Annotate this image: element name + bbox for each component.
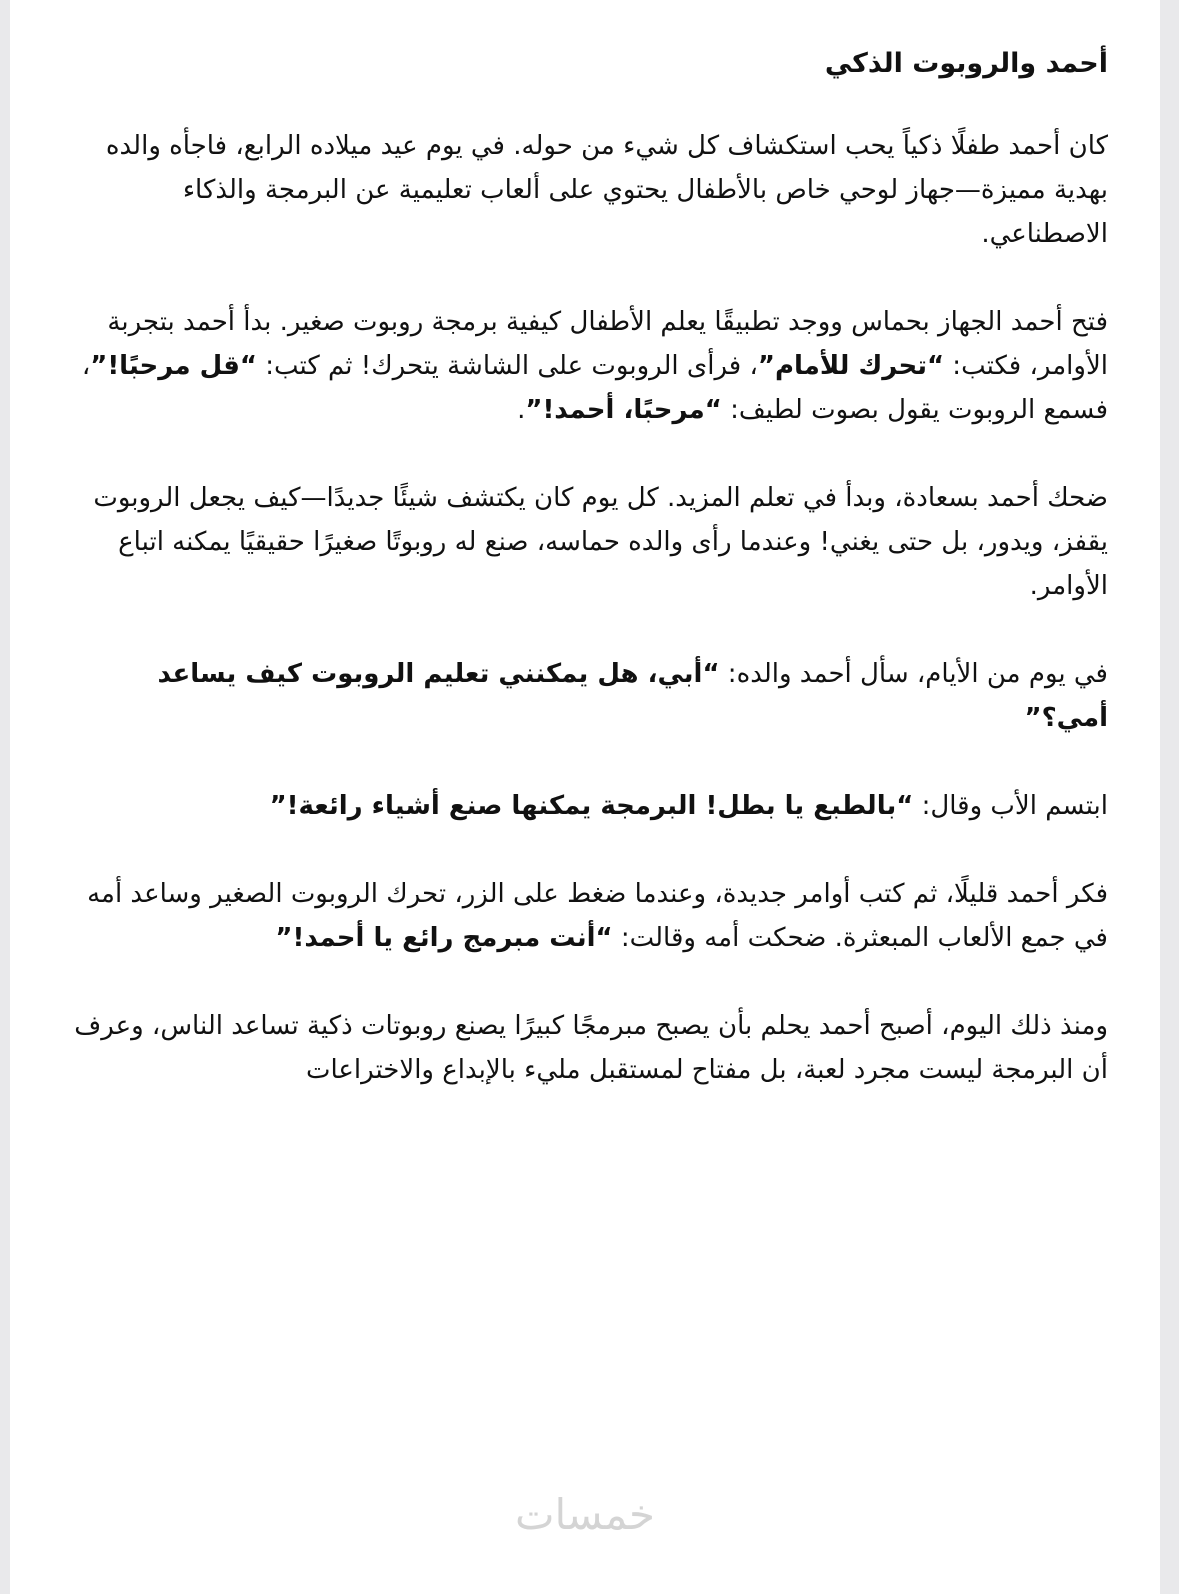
- paragraph-3: ضحك أحمد بسعادة، وبدأ في تعلم المزيد. كل يوم كان يكتشف شيئًا جديدًا—كيف يجعل الروبوت يقفز، ويدور، بل حتى يغني! وعندما رأى والده حماسه، صنع له روبوتًا صغيرًا حقيقيًا يمكنه اتباع الأوامر.: [93, 483, 1108, 601]
- paragraph-5-text-1: ابتسم الأب وقال:: [913, 791, 1108, 821]
- story-title: أحمد والروبوت الذكي: [824, 48, 1108, 79]
- paragraph-6-text-1: فكر أحمد قليلًا، ثم كتب أوامر جديدة، وعندما ضغط على الزر، تحرك الروبوت الصغير وساعد أمه في جمع الألعاب المبعثرة. ضحكت أمه وقالت:: [87, 879, 1108, 953]
- paragraph-2-bold-1: “تحرك للأمام”: [757, 351, 945, 381]
- paragraph-2-text-3: ، فسمع الروبوت يقول بصوت لطيف:: [81, 351, 1108, 425]
- paragraph-2-text-4: .: [517, 395, 526, 425]
- document-content: [72, 40, 1108, 1136]
- paragraph-2-text-2: ، فرأى الروبوت على الشاشة يتحرك! ثم كتب:: [256, 351, 758, 381]
- document-page: [10, 0, 1160, 1594]
- paragraph-5: [72, 784, 1108, 828]
- paragraph-1: كان أحمد طفلًا ذكياً يحب استكشاف كل شيء من حوله. في يوم عيد ميلاده الرابع، فاجأه والده بهدية مميزة—جهاز لوحي خاص بالأطفال يحتوي على ألعاب تعليمية عن البرمجة والذكاء الاصطناعي.: [105, 131, 1108, 249]
- paragraph-2: [72, 300, 1108, 432]
- paragraph-6-bold-1: “أنت مبرمج رائع يا أحمد!”: [275, 923, 613, 953]
- paragraph-7: ومنذ ذلك اليوم، أصبح أحمد يحلم بأن يصبح مبرمجًا كبيرًا يصنع روبوتات ذكية تساعد الناس، وعرف أن البرمجة ليست مجرد لعبة، بل مفتاح لمستقبل مليء بالإبداع والاختراعات: [74, 1011, 1108, 1085]
- paragraph-4: [72, 652, 1108, 740]
- paragraph-6: [72, 872, 1108, 960]
- paragraph-2-text-1: فتح أحمد الجهاز بحماس ووجد تطبيقًا يعلم الأطفال كيفية برمجة روبوت صغير. بدأ أحمد بتجربة الأوامر، فكتب:: [107, 307, 1108, 381]
- paragraph-5-bold-1: “بالطبع يا بطل! البرمجة يمكنها صنع أشياء رائعة!”: [269, 791, 914, 821]
- paragraph-4-text-1: في يوم من الأيام، سأل أحمد والده:: [719, 659, 1108, 689]
- paragraph-2-bold-2: “قل مرحبًا!”: [90, 351, 257, 381]
- paragraph-2-bold-3: “مرحبًا، أحمد!”: [525, 395, 722, 425]
- paragraph-4-bold-1: “أبي، هل يمكنني تعليم الروبوت كيف يساعد أمي؟”: [157, 659, 1108, 733]
- watermark-logo: خمسات: [514, 1490, 656, 1539]
